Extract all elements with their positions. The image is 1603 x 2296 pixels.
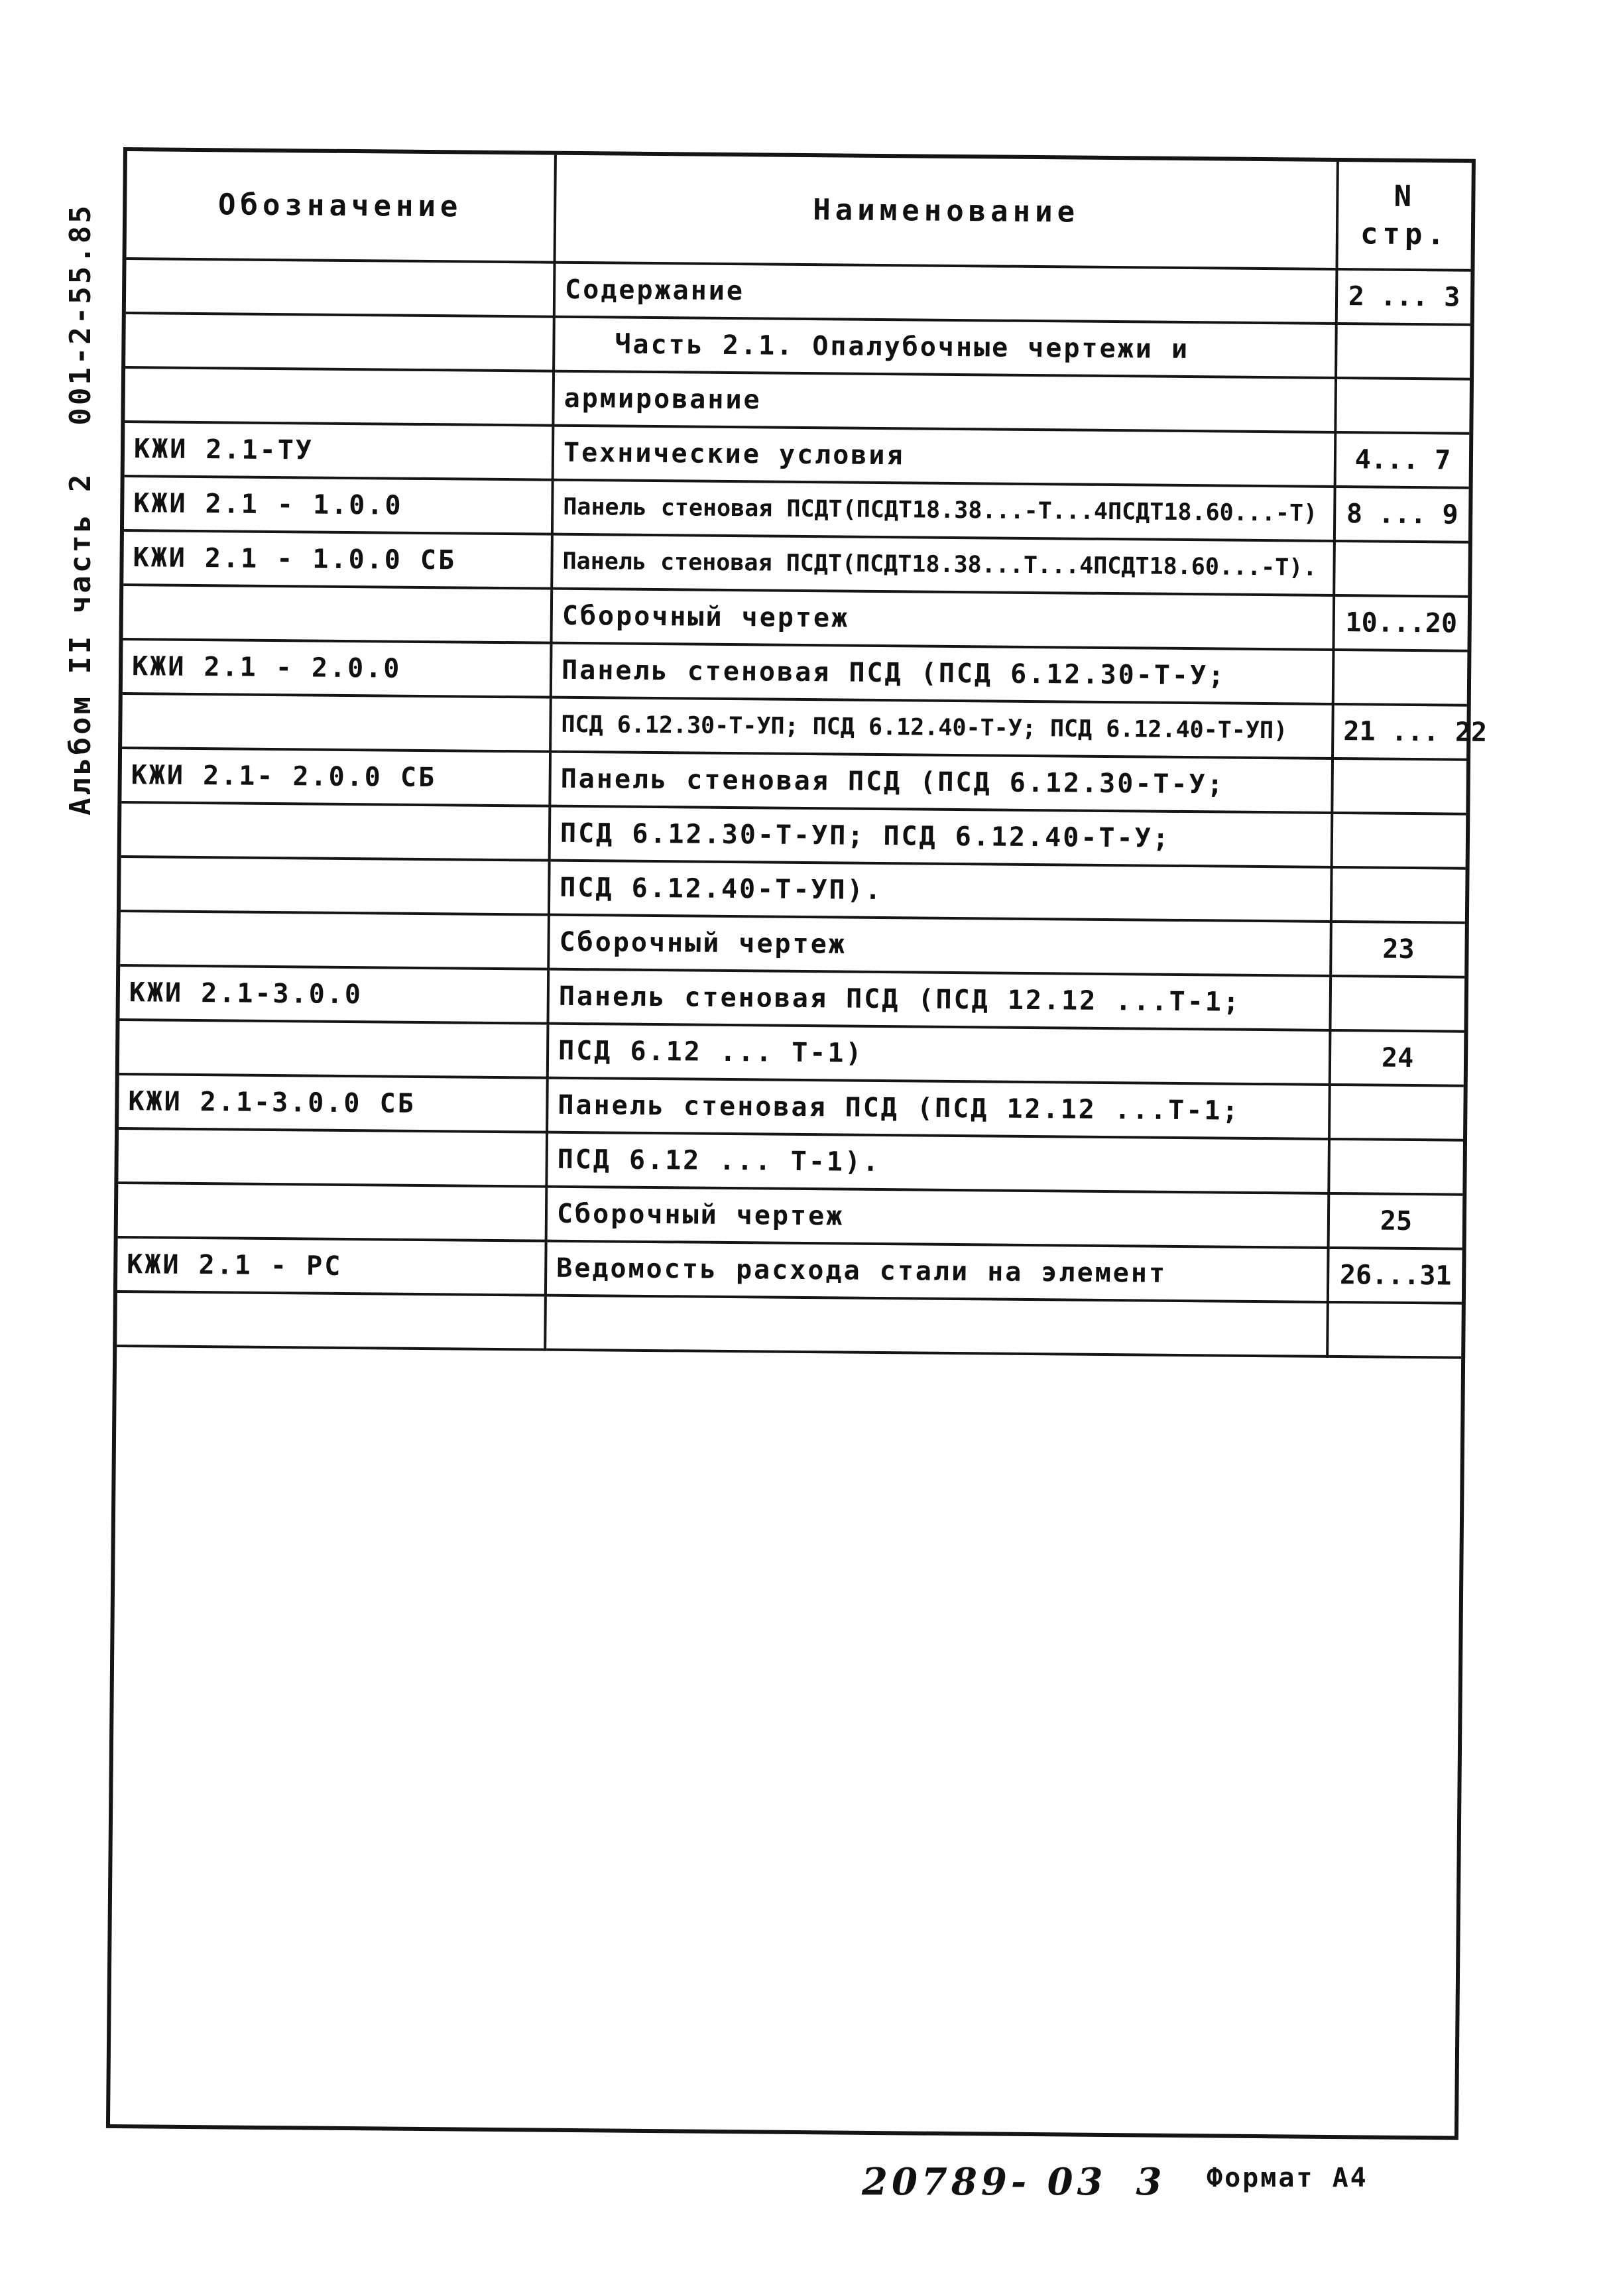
page-cell (1331, 867, 1466, 923)
designation-cell (125, 313, 554, 371)
page-cell: 8 ... 9 (1335, 487, 1469, 542)
designation-cell (121, 802, 550, 861)
designation-cell: КЖИ 2.1 - 2.0.0 (123, 639, 552, 697)
name-cell: Панель стеновая ПСД (ПСД 6.12.30-Т-У; (551, 643, 1334, 704)
page-cell: 24 (1330, 1030, 1464, 1086)
name-cell: Панель стеновая ПСД (ПСД 12.12 ...Т-1; (548, 969, 1331, 1030)
format-label: Формат А4 (1207, 2163, 1368, 2193)
designation-header: Обозначение (127, 151, 556, 263)
page-cell (1336, 324, 1470, 379)
page-cell (1333, 650, 1468, 705)
series-label: 001-2-55.85 (64, 203, 97, 426)
page-header (1336, 162, 1471, 271)
name-header: Наименование (555, 155, 1338, 269)
album-label: Альбом II часть 2 (64, 471, 97, 816)
document-number (862, 2160, 1165, 2204)
page-cell (1327, 1302, 1462, 1358)
page-header-line2: стр. (1360, 217, 1450, 252)
designation-cell (118, 1128, 547, 1187)
name-cell: ПСД 6.12.40-Т-УП). (549, 861, 1332, 922)
name-cell: Содержание (554, 263, 1337, 324)
name-cell: Сборочный чертеж (546, 1187, 1329, 1248)
page-cell: 2 ... 3 (1336, 269, 1471, 325)
page-cell (1329, 1085, 1464, 1140)
designation-cell: КЖИ 2.1 - 1.0.0 (124, 476, 553, 534)
page-cell (1335, 378, 1470, 434)
page-cell (1332, 758, 1466, 814)
document-code: 20789- 03 (862, 2160, 1107, 2204)
page-cell (1332, 813, 1466, 869)
designation-cell: КЖИ 2.1 - РС (117, 1237, 546, 1296)
name-cell: ПСД 6.12 ... Т-1) (548, 1024, 1331, 1085)
designation-cell (126, 259, 555, 317)
designation-cell (120, 911, 549, 969)
page-cell (1329, 1139, 1463, 1195)
document-frame (106, 147, 1488, 2140)
designation-cell: КЖИ 2.1-3.0.0 (120, 965, 549, 1024)
contents-table (117, 151, 1488, 1359)
page-cell: 23 (1331, 922, 1465, 977)
designation-cell (123, 585, 552, 643)
designation-cell (125, 367, 554, 426)
name-cell: ПСД 6.12.30-Т-УП; ПСД 6.12.40-Т-У; ПСД 6.12.40-Т-УП) (550, 697, 1333, 758)
designation-cell (121, 857, 550, 915)
name-cell: ПСД 6.12.30-Т-УП; ПСД 6.12.40-Т-У; (550, 806, 1333, 867)
page-cell (1330, 976, 1464, 1032)
name-cell: Панель стеновая ПСДТ(ПСДТ18.38...Т...4ПСДТ18.60...-Т). (552, 534, 1335, 595)
designation-cell (117, 1292, 546, 1350)
page-cell: 21 ... 22 (1333, 704, 1467, 760)
designation-cell: КЖИ 2.1-3.0.0 СБ (119, 1074, 548, 1132)
page-header-line1: N (1394, 179, 1417, 213)
page-cell: 26...31 (1328, 1248, 1462, 1303)
designation-cell: КЖИ 2.1-ТУ (125, 422, 554, 480)
sheet-number: 3 (1136, 2160, 1166, 2204)
name-cell: Часть 2.1. Опалубочные чертежи и (554, 317, 1336, 378)
designation-cell (119, 1020, 548, 1078)
name-cell: Панель стеновая ПСД (ПСД 6.12.30-Т-У; (550, 752, 1333, 813)
name-cell (545, 1296, 1328, 1357)
designation-cell: КЖИ 2.1- 2.0.0 СБ (121, 748, 550, 806)
name-cell: Технические условия (553, 426, 1336, 487)
name-cell: ПСД 6.12 ... Т-1). (546, 1132, 1329, 1193)
name-cell: Сборочный чертеж (548, 915, 1331, 976)
table-header-row (127, 151, 1472, 271)
designation-cell: КЖИ 2.1 - 1.0.0 СБ (123, 530, 552, 589)
page-cell: 10...20 (1333, 595, 1468, 651)
name-cell: Панель стеновая ПСД (ПСД 12.12 ...Т-1; (547, 1078, 1330, 1139)
name-cell: Панель стеновая ПСДТ(ПСДТ18.38...-Т...4ПСДТ18.60...-Т) (552, 480, 1335, 541)
name-cell: Сборочный чертеж (552, 589, 1335, 650)
page-cell: 4... 7 (1335, 432, 1470, 488)
designation-cell (118, 1183, 547, 1241)
name-cell: Ведомость расхода стали на элемент (546, 1241, 1329, 1302)
name-cell: армирование (553, 371, 1336, 432)
page-cell (1334, 541, 1468, 597)
side-label (64, 156, 97, 816)
designation-cell (122, 694, 551, 752)
table-row (117, 1292, 1462, 1358)
page-cell: 25 (1329, 1193, 1463, 1249)
